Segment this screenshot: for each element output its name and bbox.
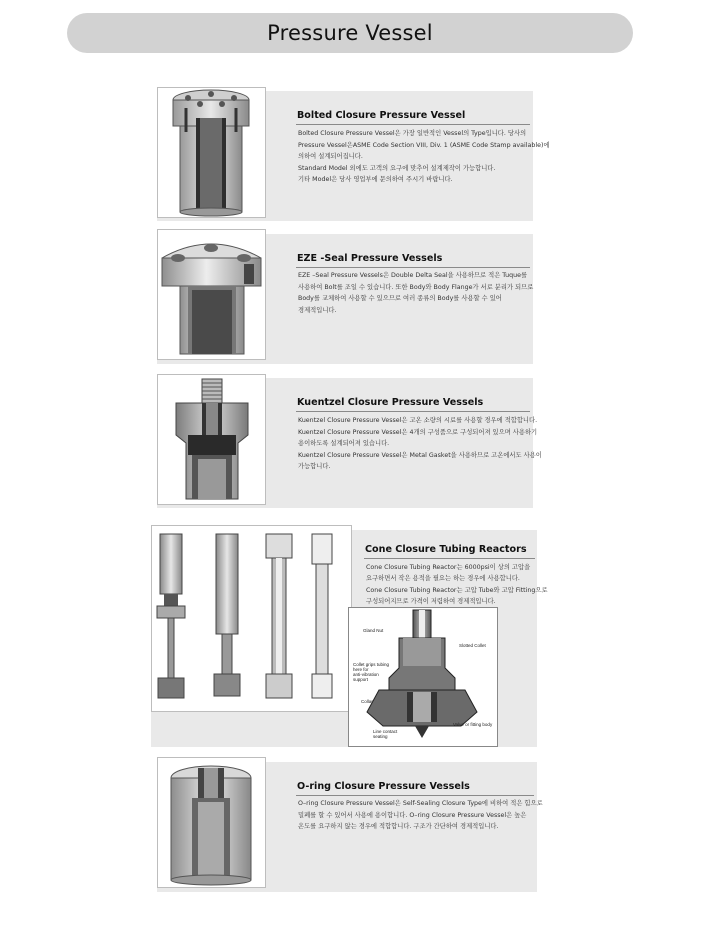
cone-closure-diagram [348,607,498,747]
kuentzel-vessel-image [157,374,266,505]
label-slotted-collet: Slotted Collet [459,643,486,648]
section-oring-rule [296,795,534,796]
section-cone-title: Cone Closure Tubing Reactors [365,544,527,555]
description-line: Cone Closure Tubing Reactor는 고압 Tube와 고압 Fitting으로 [366,586,548,594]
section-cone-rule [364,558,535,559]
page-title: Pressure Vessel [267,21,433,45]
section-bolted-description [298,128,550,186]
label-collar: Collar [361,699,373,704]
section-kuentzel-description [298,415,542,473]
eze-seal-vessel-image [157,229,266,360]
description-line: EZE –Seal Pressure Vessels은 Double Delta Seal을 사용하므로 적은 Tuque를 [298,272,528,279]
description-line: 가능합니다. [298,463,331,470]
section-cone-description [366,562,548,607]
section-eze-title: EZE -Seal Pressure Vessels [297,253,443,264]
page-title-bar [67,13,633,53]
description-line: 용이하도록 설계되어져 있습니다. [298,440,390,447]
description-line: 의하여 설계되어집니다. [298,153,363,160]
description-line: Kuentzel Closure Pressure Vessel은 4개의 구성품으로 구성되어져 있으며 사용하기 [298,428,538,436]
description-line: 밀폐를 할 수 있어서 사용에 용이합니다. O–ring Closure Pressure Vessel은 높은 [298,811,527,819]
label-line-contact: Line contact seating [373,729,398,739]
section-kuentzel-rule [296,411,530,412]
description-line: 구성되어지므로 가격이 저렴하여 경제적입니다. [366,597,496,605]
section-eze-description [298,270,533,316]
section-oring-description [298,798,543,833]
description-line: 온도를 요구하지 않는 경우에 적합합니다. 구조가 간단하여 경제적입니다. [298,823,499,830]
section-bolted-rule [296,124,530,125]
label-collet-grips: Collet grips tubing here for anti-vibration support [353,662,390,682]
description-line: Kuentzel Closure Pressure Vessel은 고온 소량의 시료를 사용할 경우에 적합합니다. [298,417,538,424]
description-line: 기타 Model은 당사 영업부에 문의하여 주시기 바랍니다. [298,176,453,183]
oring-vessel-image [157,757,266,888]
description-line: Pressure Vessel은ASME Code Section VIII, Div. 1 (ASME Code Stamp available)에 [298,141,550,149]
section-bolted-title: Bolted Closure Pressure Vessel [297,110,466,121]
description-line: Standard Model 외에도 고객의 요구에 맞추어 설계제작이 가능합니다. [298,164,496,172]
bolted-vessel-image [157,87,266,218]
cone-tubing-reactor-image [151,525,352,712]
description-line: Bolted Closure Pressure Vessel은 가장 일반적인 Vessel의 Type입니다. 당사의 [298,130,527,137]
description-line: Cone Closure Tubing Reactor는 6000psi이 상의 고압을 [366,564,531,571]
description-line: 경제적입니다. [298,306,337,314]
section-kuentzel-title: Kuentzel Closure Pressure Vessels [297,397,484,408]
section-oring-title: O-ring Closure Pressure Vessels [297,781,470,792]
label-valve-body: Valve or fitting body [453,722,493,727]
description-line: Body를 교체하여 사용할 수 있으므로 여러 종류의 Body를 사용할 수 있어 [298,295,502,302]
description-line: O–ring Closure Pressure Vessel은 Self-Sealing Closure Type에 비하여 적은 힘으로 [298,800,543,807]
section-eze-rule [296,267,530,268]
description-line: Kuentzel Closure Pressure Vessel은 Metal Gasket을 사용하므로 고온에서도 사용이 [298,451,542,459]
label-gland-nut: Gland Nut [363,628,384,633]
description-line: 사용하여 Bolt를 조일 수 있습니다. 또한 Body와 Body Flange가 서로 분리가 되므로 [298,283,534,291]
description-line: 요구하면서 작은 용적을 필요는 하는 경우에 사용합니다. [366,575,520,583]
